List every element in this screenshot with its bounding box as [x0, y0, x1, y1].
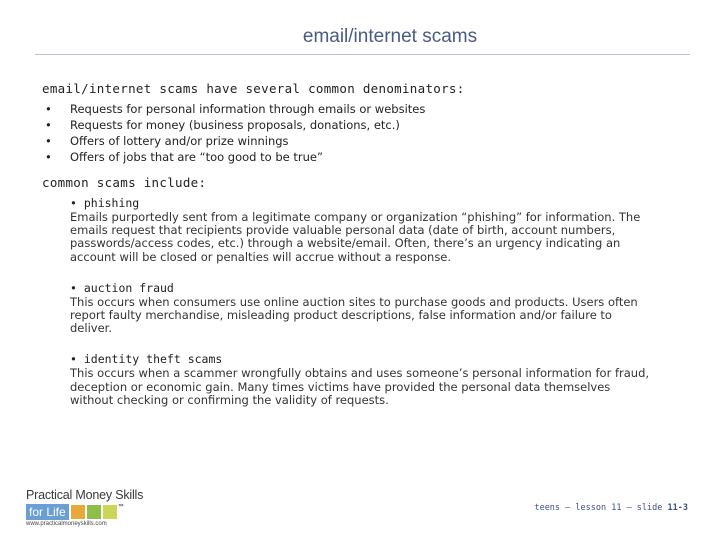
scam-name: • identity theft scams: [70, 352, 223, 367]
common-scams-heading: common scams include:: [42, 175, 207, 190]
denominators-heading: email/internet scams have several common denominators:: [42, 81, 465, 96]
bullet: •: [45, 102, 52, 116]
bullet: •: [45, 118, 52, 132]
bullet: •: [45, 134, 52, 148]
logo-title: Practical Money Skills: [26, 488, 144, 502]
denominators-list: [42, 101, 682, 165]
page-title: email/internet scams: [302, 26, 478, 47]
logo-square-orange: [71, 505, 85, 519]
scam-description: This occurs when a scammer wrongfully obtains and uses someone’s personal information for fraud, deception or economic gain. Many times victims have provided the personal data themselves without checking or confirming the validity of requests.: [70, 366, 650, 407]
logo-url: www.practicalmoneyskills.com: [26, 521, 107, 527]
list-item: • Requests for money (business proposals, donations, etc.): [45, 118, 400, 132]
list-item: • Offers of lottery and/or prize winnings: [45, 134, 289, 148]
denominators-section: [42, 81, 682, 165]
list-item: • Offers of jobs that are “too good to be true”: [45, 150, 323, 164]
bullet: •: [45, 150, 52, 164]
footer-text: teens – lesson 11 – slide: [534, 503, 663, 513]
logo-square-lime: [103, 505, 117, 519]
logo-for-life: for Life: [26, 504, 69, 520]
scam-name: • auction fraud: [70, 280, 174, 295]
scam-description: This occurs when consumers use online auction sites to purchase goods and products. Users often report faulty merchandise, misleading product descriptions, false information and/or failure to deliver.: [70, 294, 638, 336]
trademark: ™: [117, 504, 124, 510]
scam-auction-fraud: [70, 281, 682, 336]
slide-number: 11-3: [667, 503, 688, 513]
practical-money-skills-logo: [26, 488, 166, 530]
scam-name: • phishing: [70, 196, 140, 210]
logo-square-green: [87, 505, 101, 519]
slide-footer: [534, 503, 688, 513]
title-divider: [35, 54, 690, 55]
list-item: • Requests for personal information through emails or websites: [45, 102, 426, 116]
scam-phishing: [70, 196, 682, 264]
scam-identity-theft: [70, 352, 682, 407]
scam-description: Emails purportedly sent from a legitimate company or organization “phishing” for information. The emails request that recipients provide valuable personal data (date of birth, account numbers, passwords/access codes, etc.) through a website/email. Often, there’s an urgency indicating an account will be closed or penalties will accrue without a response.: [70, 210, 641, 264]
common-scams-section: [42, 175, 682, 407]
